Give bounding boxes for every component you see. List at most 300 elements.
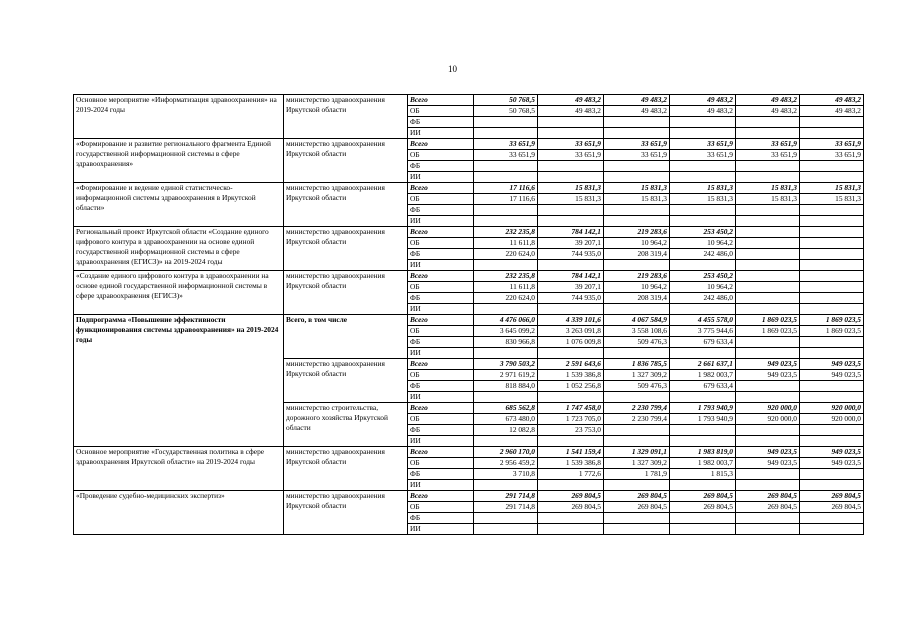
funding-source-cell: Всего <box>408 227 474 238</box>
amount-cell <box>670 348 736 359</box>
funding-source-cell: ОБ <box>408 194 474 205</box>
amount-cell <box>736 436 800 447</box>
funding-source-cell: ОБ <box>408 238 474 249</box>
amount-cell <box>604 480 670 491</box>
amount-cell: 1 052 256,8 <box>538 381 604 392</box>
amount-cell: 49 483,2 <box>800 95 864 106</box>
amount-cell <box>604 425 670 436</box>
funding-source-cell: ФБ <box>408 161 474 172</box>
amount-cell <box>538 117 604 128</box>
amount-cell <box>670 205 736 216</box>
amount-cell: 15 831,3 <box>800 194 864 205</box>
amount-cell <box>474 524 538 535</box>
funding-source-cell: ИИ <box>408 480 474 491</box>
amount-cell: 33 651,9 <box>474 139 538 150</box>
amount-cell: 269 804,5 <box>670 491 736 502</box>
table-row <box>74 227 864 238</box>
page-number: 10 <box>448 64 457 74</box>
executor-cell: министерство строительства, дорожного хозяйства Иркутской области <box>284 403 408 447</box>
amount-cell: 49 483,2 <box>604 106 670 117</box>
amount-cell: 4 067 584,9 <box>604 315 670 326</box>
amount-cell <box>736 282 800 293</box>
amount-cell: 1 793 940,9 <box>670 414 736 425</box>
executor-cell: министерство здравоохранения Иркутской области <box>284 491 408 535</box>
amount-cell: 679 633,4 <box>670 381 736 392</box>
amount-cell: 673 480,0 <box>474 414 538 425</box>
amount-cell: 49 483,2 <box>736 106 800 117</box>
amount-cell <box>800 161 864 172</box>
amount-cell: 1 869 023,5 <box>736 326 800 337</box>
funding-source-cell: ОБ <box>408 370 474 381</box>
amount-cell: 15 831,3 <box>800 183 864 194</box>
amount-cell <box>670 392 736 403</box>
funding-source-cell: ИИ <box>408 128 474 139</box>
table-row <box>74 139 864 150</box>
funding-source-cell: ФБ <box>408 469 474 480</box>
amount-cell <box>800 337 864 348</box>
amount-cell: 3 790 503,2 <box>474 359 538 370</box>
amount-cell: 17 116,6 <box>474 194 538 205</box>
executor-cell: министерство здравоохранения Иркутской области <box>284 139 408 183</box>
amount-cell <box>604 513 670 524</box>
funding-source-cell: ОБ <box>408 326 474 337</box>
program-name-cell: Подпрограмма «Повышение эффективности функционирования системы здравоохранения» на 2019-2024 годы <box>74 315 284 447</box>
table-row <box>74 315 864 326</box>
amount-cell <box>670 260 736 271</box>
amount-cell <box>670 513 736 524</box>
amount-cell: 39 207,1 <box>538 282 604 293</box>
funding-source-cell: ФБ <box>408 117 474 128</box>
amount-cell <box>800 271 864 282</box>
amount-cell: 15 831,3 <box>604 194 670 205</box>
amount-cell <box>670 480 736 491</box>
amount-cell <box>800 249 864 260</box>
amount-cell <box>736 513 800 524</box>
amount-cell <box>736 205 800 216</box>
amount-cell <box>800 524 864 535</box>
amount-cell: 830 966,8 <box>474 337 538 348</box>
amount-cell: 920 000,0 <box>800 403 864 414</box>
amount-cell: 208 319,4 <box>604 249 670 260</box>
amount-cell: 949 023,5 <box>736 359 800 370</box>
funding-source-cell: ОБ <box>408 150 474 161</box>
amount-cell <box>538 480 604 491</box>
amount-cell: 10 964,2 <box>604 238 670 249</box>
funding-source-cell: ИИ <box>408 260 474 271</box>
amount-cell <box>604 348 670 359</box>
amount-cell: 949 023,5 <box>800 359 864 370</box>
amount-cell <box>736 337 800 348</box>
amount-cell: 15 831,3 <box>604 183 670 194</box>
amount-cell <box>670 436 736 447</box>
amount-cell <box>736 128 800 139</box>
amount-cell: 33 651,9 <box>670 139 736 150</box>
funding-source-cell: Всего <box>408 359 474 370</box>
amount-cell <box>800 216 864 227</box>
amount-cell <box>800 238 864 249</box>
funding-source-cell: Всего <box>408 491 474 502</box>
amount-cell: 12 082,8 <box>474 425 538 436</box>
amount-cell <box>736 227 800 238</box>
amount-cell <box>604 260 670 271</box>
amount-cell: 15 831,3 <box>538 194 604 205</box>
amount-cell: 33 651,9 <box>538 139 604 150</box>
amount-cell: 49 483,2 <box>604 95 670 106</box>
amount-cell <box>538 205 604 216</box>
amount-cell <box>670 304 736 315</box>
amount-cell <box>736 271 800 282</box>
amount-cell <box>800 436 864 447</box>
amount-cell: 4 476 066,0 <box>474 315 538 326</box>
amount-cell: 920 000,0 <box>736 414 800 425</box>
amount-cell <box>474 117 538 128</box>
amount-cell <box>736 260 800 271</box>
amount-cell: 949 023,5 <box>800 447 864 458</box>
amount-cell <box>670 425 736 436</box>
amount-cell: 2 661 637,1 <box>670 359 736 370</box>
amount-cell <box>604 128 670 139</box>
amount-cell: 784 142,1 <box>538 227 604 238</box>
funding-source-cell: Всего <box>408 315 474 326</box>
funding-source-cell: ФБ <box>408 205 474 216</box>
amount-cell: 39 207,1 <box>538 238 604 249</box>
amount-cell: 15 831,3 <box>538 183 604 194</box>
amount-cell: 1 539 386,8 <box>538 370 604 381</box>
amount-cell <box>800 513 864 524</box>
funding-source-cell: ИИ <box>408 348 474 359</box>
funding-source-cell: Всего <box>408 403 474 414</box>
program-name-cell: Региональный проект Иркутской области «Создание единого цифрового контура в здравоохранении на основе единой государственной информационной системы в сфере здравоохранения (ЕГИСЗ)» на 2019-2024 годы <box>74 227 284 271</box>
amount-cell <box>736 238 800 249</box>
amount-cell: 1 747 458,0 <box>538 403 604 414</box>
amount-cell: 10 964,2 <box>604 282 670 293</box>
amount-cell <box>538 260 604 271</box>
amount-cell <box>800 282 864 293</box>
amount-cell <box>736 381 800 392</box>
amount-cell: 33 651,9 <box>800 150 864 161</box>
amount-cell <box>604 172 670 183</box>
amount-cell: 220 624,0 <box>474 293 538 304</box>
amount-cell: 1 982 003,7 <box>670 370 736 381</box>
executor-cell: министерство здравоохранения Иркутской области <box>284 271 408 315</box>
amount-cell: 33 651,9 <box>538 150 604 161</box>
amount-cell <box>474 172 538 183</box>
amount-cell: 11 611,8 <box>474 238 538 249</box>
amount-cell <box>736 425 800 436</box>
amount-cell <box>538 128 604 139</box>
funding-source-cell: ФБ <box>408 249 474 260</box>
amount-cell: 242 486,0 <box>670 293 736 304</box>
amount-cell <box>800 293 864 304</box>
amount-cell: 10 964,2 <box>670 238 736 249</box>
program-name-cell: Основное мероприятие «Государственная политика в сфере здравоохранения Иркутской области» на 2019-2024 годы <box>74 447 284 491</box>
amount-cell: 784 142,1 <box>538 271 604 282</box>
amount-cell: 949 023,5 <box>800 458 864 469</box>
amount-cell <box>800 392 864 403</box>
amount-cell <box>538 304 604 315</box>
amount-cell <box>670 128 736 139</box>
amount-cell <box>736 117 800 128</box>
amount-cell: 269 804,5 <box>736 491 800 502</box>
program-name-cell: «Формирование и развитие регионального фрагмента Единой государственной информационной системы в сфере здравоохранения» <box>74 139 284 183</box>
amount-cell <box>800 205 864 216</box>
amount-cell: 3 645 099,2 <box>474 326 538 337</box>
amount-cell: 23 753,0 <box>538 425 604 436</box>
amount-cell: 33 651,9 <box>736 150 800 161</box>
amount-cell: 269 804,5 <box>538 491 604 502</box>
amount-cell <box>604 304 670 315</box>
amount-cell <box>800 480 864 491</box>
amount-cell: 949 023,5 <box>800 370 864 381</box>
amount-cell: 1 793 940,9 <box>670 403 736 414</box>
amount-cell: 220 624,0 <box>474 249 538 260</box>
amount-cell <box>670 172 736 183</box>
amount-cell <box>800 348 864 359</box>
amount-cell: 269 804,5 <box>538 502 604 513</box>
amount-cell: 49 483,2 <box>670 106 736 117</box>
funding-source-cell: ИИ <box>408 304 474 315</box>
funding-source-cell: ФБ <box>408 293 474 304</box>
table-row <box>74 95 864 106</box>
amount-cell: 33 651,9 <box>604 139 670 150</box>
table-row <box>74 271 864 282</box>
amount-cell <box>474 161 538 172</box>
funding-source-cell: ИИ <box>408 216 474 227</box>
amount-cell: 3 775 944,6 <box>670 326 736 337</box>
amount-cell <box>800 227 864 238</box>
program-name-cell: Основное мероприятие «Информатизация здравоохранения» на 2019-2024 годы <box>74 95 284 139</box>
amount-cell: 949 023,5 <box>736 370 800 381</box>
amount-cell: 1 076 009,8 <box>538 337 604 348</box>
amount-cell <box>604 392 670 403</box>
amount-cell: 685 562,8 <box>474 403 538 414</box>
amount-cell <box>474 513 538 524</box>
amount-cell: 2 956 459,2 <box>474 458 538 469</box>
amount-cell: 1 723 705,0 <box>538 414 604 425</box>
funding-source-cell: ОБ <box>408 458 474 469</box>
amount-cell <box>474 436 538 447</box>
funding-source-cell: ОБ <box>408 502 474 513</box>
budget-table-body <box>74 95 864 535</box>
amount-cell <box>538 161 604 172</box>
amount-cell: 208 319,4 <box>604 293 670 304</box>
amount-cell: 269 804,5 <box>800 502 864 513</box>
amount-cell <box>736 249 800 260</box>
amount-cell <box>538 524 604 535</box>
amount-cell: 3 263 091,8 <box>538 326 604 337</box>
funding-source-cell: ОБ <box>408 282 474 293</box>
amount-cell: 242 486,0 <box>670 249 736 260</box>
amount-cell: 2 971 619,2 <box>474 370 538 381</box>
amount-cell <box>604 117 670 128</box>
amount-cell <box>800 304 864 315</box>
amount-cell <box>670 161 736 172</box>
amount-cell <box>736 392 800 403</box>
amount-cell <box>604 216 670 227</box>
amount-cell: 50 768,5 <box>474 106 538 117</box>
amount-cell: 33 651,9 <box>604 150 670 161</box>
funding-source-cell: Всего <box>408 447 474 458</box>
program-name-cell: «Проведение судебно-медицинских экспертиз» <box>74 491 284 535</box>
amount-cell <box>800 425 864 436</box>
funding-source-cell: ФБ <box>408 513 474 524</box>
amount-cell: 1 869 023,5 <box>800 315 864 326</box>
amount-cell <box>604 205 670 216</box>
amount-cell <box>474 304 538 315</box>
funding-source-cell: Всего <box>408 139 474 150</box>
amount-cell: 291 714,8 <box>474 491 538 502</box>
amount-cell: 232 235,8 <box>474 271 538 282</box>
funding-source-cell: Всего <box>408 95 474 106</box>
amount-cell <box>800 381 864 392</box>
funding-source-cell: ФБ <box>408 381 474 392</box>
amount-cell <box>474 348 538 359</box>
amount-cell <box>538 436 604 447</box>
amount-cell: 1 541 159,4 <box>538 447 604 458</box>
amount-cell: 269 804,5 <box>670 502 736 513</box>
amount-cell <box>736 469 800 480</box>
table-row <box>74 491 864 502</box>
amount-cell <box>474 205 538 216</box>
executor-cell: министерство здравоохранения Иркутской области <box>284 183 408 227</box>
amount-cell <box>800 172 864 183</box>
amount-cell: 509 476,3 <box>604 381 670 392</box>
amount-cell <box>800 128 864 139</box>
amount-cell: 11 611,8 <box>474 282 538 293</box>
amount-cell <box>474 480 538 491</box>
amount-cell: 49 483,2 <box>670 95 736 106</box>
amount-cell: 17 116,6 <box>474 183 538 194</box>
amount-cell <box>474 392 538 403</box>
amount-cell: 33 651,9 <box>474 150 538 161</box>
amount-cell: 49 483,2 <box>736 95 800 106</box>
amount-cell: 219 283,6 <box>604 227 670 238</box>
amount-cell: 2 960 170,0 <box>474 447 538 458</box>
funding-source-cell: ОБ <box>408 414 474 425</box>
funding-source-cell: ФБ <box>408 425 474 436</box>
amount-cell: 920 000,0 <box>800 414 864 425</box>
executor-cell: министерство здравоохранения Иркутской области <box>284 359 408 403</box>
funding-source-cell: ФБ <box>408 337 474 348</box>
program-name-cell: «Формирование и ведение единой статистическо-информационной системы здравоохранения в Иркутской области» <box>74 183 284 227</box>
amount-cell: 1 869 023,5 <box>800 326 864 337</box>
amount-cell: 3 710,8 <box>474 469 538 480</box>
amount-cell: 3 558 108,6 <box>604 326 670 337</box>
amount-cell <box>538 348 604 359</box>
amount-cell: 920 000,0 <box>736 403 800 414</box>
amount-cell <box>538 172 604 183</box>
amount-cell <box>736 216 800 227</box>
amount-cell: 2 230 799,4 <box>604 414 670 425</box>
amount-cell: 33 651,9 <box>670 150 736 161</box>
amount-cell: 1 983 819,0 <box>670 447 736 458</box>
amount-cell: 1 329 091,1 <box>604 447 670 458</box>
amount-cell: 949 023,5 <box>736 447 800 458</box>
executor-cell: министерство здравоохранения Иркутской области <box>284 447 408 491</box>
table-row <box>74 183 864 194</box>
executor-cell: Всего, в том числе <box>284 315 408 359</box>
amount-cell <box>736 480 800 491</box>
amount-cell: 33 651,9 <box>800 139 864 150</box>
amount-cell: 1 982 003,7 <box>670 458 736 469</box>
amount-cell: 1 869 023,5 <box>736 315 800 326</box>
amount-cell: 4 339 101,6 <box>538 315 604 326</box>
amount-cell: 291 714,8 <box>474 502 538 513</box>
amount-cell: 253 450,2 <box>670 227 736 238</box>
funding-source-cell: ИИ <box>408 524 474 535</box>
amount-cell: 232 235,8 <box>474 227 538 238</box>
amount-cell: 818 884,0 <box>474 381 538 392</box>
amount-cell: 15 831,3 <box>670 183 736 194</box>
amount-cell <box>736 348 800 359</box>
amount-cell: 744 935,0 <box>538 249 604 260</box>
funding-source-cell: ИИ <box>408 392 474 403</box>
amount-cell: 269 804,5 <box>800 491 864 502</box>
amount-cell <box>736 172 800 183</box>
amount-cell: 744 935,0 <box>538 293 604 304</box>
amount-cell <box>538 216 604 227</box>
program-name-cell: «Создание единого цифрового контура в здравоохранении на основе единой государственной информационной системы в сфере здравоохранения (ЕГИСЗ)» <box>74 271 284 315</box>
amount-cell: 253 450,2 <box>670 271 736 282</box>
amount-cell: 1 772,6 <box>538 469 604 480</box>
amount-cell <box>538 513 604 524</box>
amount-cell: 1 836 785,5 <box>604 359 670 370</box>
amount-cell <box>670 117 736 128</box>
amount-cell: 949 023,5 <box>736 458 800 469</box>
amount-cell <box>670 524 736 535</box>
funding-source-cell: Всего <box>408 183 474 194</box>
funding-source-cell: ИИ <box>408 172 474 183</box>
amount-cell <box>538 392 604 403</box>
amount-cell: 2 591 643,6 <box>538 359 604 370</box>
amount-cell: 15 831,3 <box>670 194 736 205</box>
amount-cell <box>604 436 670 447</box>
amount-cell: 509 476,3 <box>604 337 670 348</box>
amount-cell: 49 483,2 <box>538 95 604 106</box>
amount-cell: 10 964,2 <box>670 282 736 293</box>
executor-cell: министерство здравоохранения Иркутской области <box>284 227 408 271</box>
amount-cell: 49 483,2 <box>538 106 604 117</box>
amount-cell <box>800 260 864 271</box>
amount-cell: 4 455 578,0 <box>670 315 736 326</box>
executor-cell: министерство здравоохранения Иркутской области <box>284 95 408 139</box>
amount-cell: 1 327 309,2 <box>604 458 670 469</box>
amount-cell <box>604 161 670 172</box>
amount-cell <box>604 524 670 535</box>
amount-cell <box>736 524 800 535</box>
amount-cell: 1 539 386,8 <box>538 458 604 469</box>
amount-cell <box>736 304 800 315</box>
amount-cell: 679 633,4 <box>670 337 736 348</box>
amount-cell: 1 327 309,2 <box>604 370 670 381</box>
amount-cell: 50 768,5 <box>474 95 538 106</box>
amount-cell: 269 804,5 <box>736 502 800 513</box>
amount-cell: 33 651,9 <box>736 139 800 150</box>
amount-cell <box>670 216 736 227</box>
table-row <box>74 447 864 458</box>
amount-cell: 1 815,3 <box>670 469 736 480</box>
amount-cell: 15 831,3 <box>736 194 800 205</box>
amount-cell <box>474 216 538 227</box>
amount-cell <box>800 117 864 128</box>
amount-cell <box>736 161 800 172</box>
amount-cell <box>474 260 538 271</box>
amount-cell <box>736 293 800 304</box>
amount-cell <box>474 128 538 139</box>
budget-table <box>73 94 864 535</box>
funding-source-cell: Всего <box>408 271 474 282</box>
amount-cell: 2 230 799,4 <box>604 403 670 414</box>
